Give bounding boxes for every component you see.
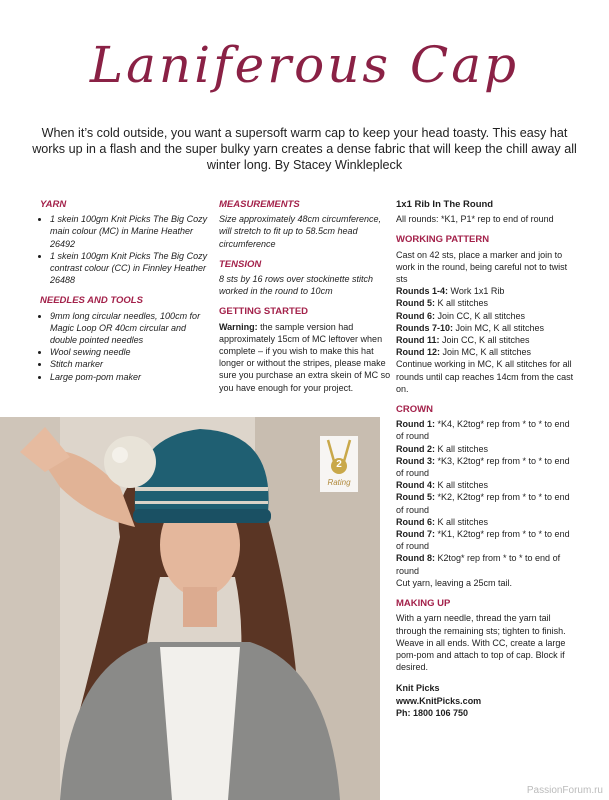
rib-section (396, 199, 576, 225)
round-text: *K3, K2tog* rep from * to * to end of round (396, 455, 570, 479)
contact-block (396, 682, 576, 719)
round-text: Join CC, K all stitches (439, 335, 530, 346)
contact-web[interactable]: www.KnitPicks.com (396, 695, 482, 706)
list-item: • Stitch marker (50, 358, 210, 370)
crown-round (396, 443, 576, 455)
measurements-heading: MEASUREMENTS (219, 199, 300, 210)
working-pattern-heading: WORKING PATTERN (396, 234, 490, 246)
page-title: Laniferous Cap (89, 36, 520, 94)
crown-round (396, 455, 576, 479)
intro-text: When it’s cold outside, you want a supersoft warm cap to keep your head toasty. This easy hat works up in a flash and the super bulky yarn creates a dense fabric that will keep the chill away all winter long. By Stacey Winklepleck (32, 126, 577, 172)
pattern-round (396, 322, 576, 334)
working-pattern-section (396, 234, 576, 395)
getting-started-heading: GETTING STARTED (219, 306, 309, 318)
crown-round (396, 491, 576, 515)
round-label: Round 3: (396, 455, 435, 466)
list-item: • 1 skein 100gm Knit Picks The Big Cozy main colour (MC) in Marine Heather 26492 (50, 213, 210, 250)
rating-number: 2 (336, 459, 342, 470)
yarn-heading: YARN (40, 199, 67, 210)
crown-round (396, 516, 576, 528)
crown-outro: Cut yarn, leaving a 25cm tail. (396, 577, 513, 588)
pattern-round (396, 285, 576, 297)
needles-list (40, 310, 210, 383)
round-label: Round 2: (396, 443, 435, 454)
measurements-section (219, 199, 391, 250)
column-specs (219, 199, 391, 403)
rating-badge (320, 436, 358, 492)
making-up-section (396, 598, 576, 673)
round-label: Round 6: (396, 310, 435, 321)
crown-round (396, 418, 576, 442)
round-text: Join MC, K all stitches (453, 322, 545, 333)
crown-round (396, 552, 576, 576)
pattern-round (396, 297, 576, 309)
round-text: *K1, K2tog* rep from * to * to end of round (396, 529, 570, 552)
round-text: K2tog* rep from * to * to end of round (396, 553, 561, 576)
working-outro: Continue working in MC, K all stitches for all rounds until cap reaches 14cm from the cast on. (396, 359, 574, 394)
round-label: Round 4: (396, 480, 435, 491)
watermark: PassionForum.ru (526, 785, 603, 796)
round-label: Round 12: (396, 347, 440, 358)
pattern-round (396, 346, 576, 358)
round-text: Join MC, K all stitches (440, 347, 532, 358)
round-text: K all stitches (435, 516, 489, 527)
round-label: Rounds 7-10: (396, 322, 454, 333)
round-text: K all stitches (435, 443, 489, 454)
round-text: Work 1x1 Rib (448, 286, 505, 297)
round-label: Round 6: (396, 516, 435, 527)
list-item: • 9mm long circular needles, 100cm for Magic Loop OR 40cm circular and double pointed needles (50, 310, 210, 347)
round-text: K all stitches (435, 298, 489, 309)
measurements-text: Size approximately 48cm circumference, will stretch to fit up to 58.5cm head circumference (219, 214, 382, 249)
rib-heading: 1x1 Rib In The Round (396, 199, 494, 210)
tension-section (219, 259, 391, 298)
getting-started-text (219, 321, 391, 394)
pattern-round (396, 310, 576, 322)
round-label: Round 5: (396, 298, 435, 309)
pattern-round (396, 334, 576, 346)
crown-round (396, 528, 576, 552)
rib-text: All rounds: *K1, P1* rep to end of round (396, 214, 554, 225)
contact-name: Knit Picks (396, 683, 440, 694)
round-label: Round 11: (396, 335, 440, 346)
round-text: *K4, K2tog* rep from * to * to end of round (396, 419, 570, 442)
working-intro: Cast on 42 sts, place a marker and join to work in the round, being careful not to twist sts (396, 249, 568, 285)
crown-heading: CROWN (396, 404, 433, 416)
round-label: Rounds 1-4: (396, 286, 449, 297)
making-up-text: With a yarn needle, thread the yarn tail through the remaining sts; tighten to finish. Weave in all ends. With CC, create a large pom-pom and attach to top of cap. Block if desired. (396, 613, 566, 673)
crown-section (396, 404, 576, 589)
warning-label: Warning: (219, 321, 258, 332)
round-label: Round 1: (396, 419, 435, 430)
tension-heading: TENSION (219, 258, 262, 270)
round-label: Round 7: (396, 529, 435, 540)
making-up-heading: MAKING UP (396, 598, 451, 610)
warning-text: the sample version had approximately 15cm of MC leftover when complete – if you wish to make this hat longer or without the stripes, please make sure you purchase an extra skein of MC so you have enough for your project. (219, 321, 391, 393)
contact-phone: Ph: 1800 106 750 (396, 707, 469, 718)
getting-started-section (219, 306, 391, 393)
column-pattern (396, 199, 576, 719)
crown-round (396, 479, 576, 491)
yarn-list (40, 213, 210, 286)
round-text: K all stitches (435, 480, 489, 491)
list-item: • 1 skein 100gm Knit Picks The Big Cozy contrast colour (CC) in Finnley Heather 26488 (50, 250, 210, 287)
round-label: Round 5: (396, 492, 435, 503)
round-text: Join CC, K all stitches (435, 310, 526, 321)
round-text: *K2, K2tog* rep from * to * to end of round (396, 492, 570, 515)
yarn-section (40, 199, 210, 286)
column-materials (40, 199, 210, 392)
list-item: • Wool sewing needle (50, 346, 210, 358)
rating-label: Rating (327, 478, 351, 487)
needles-heading: NEEDLES AND TOOLS (40, 295, 143, 307)
list-item: • Large pom-pom maker (50, 371, 210, 383)
tension-text: 8 sts by 16 rows over stockinette stitch worked in the round to 10cm (219, 274, 374, 297)
needles-section (40, 295, 210, 382)
round-label: Round 8: (396, 553, 435, 564)
